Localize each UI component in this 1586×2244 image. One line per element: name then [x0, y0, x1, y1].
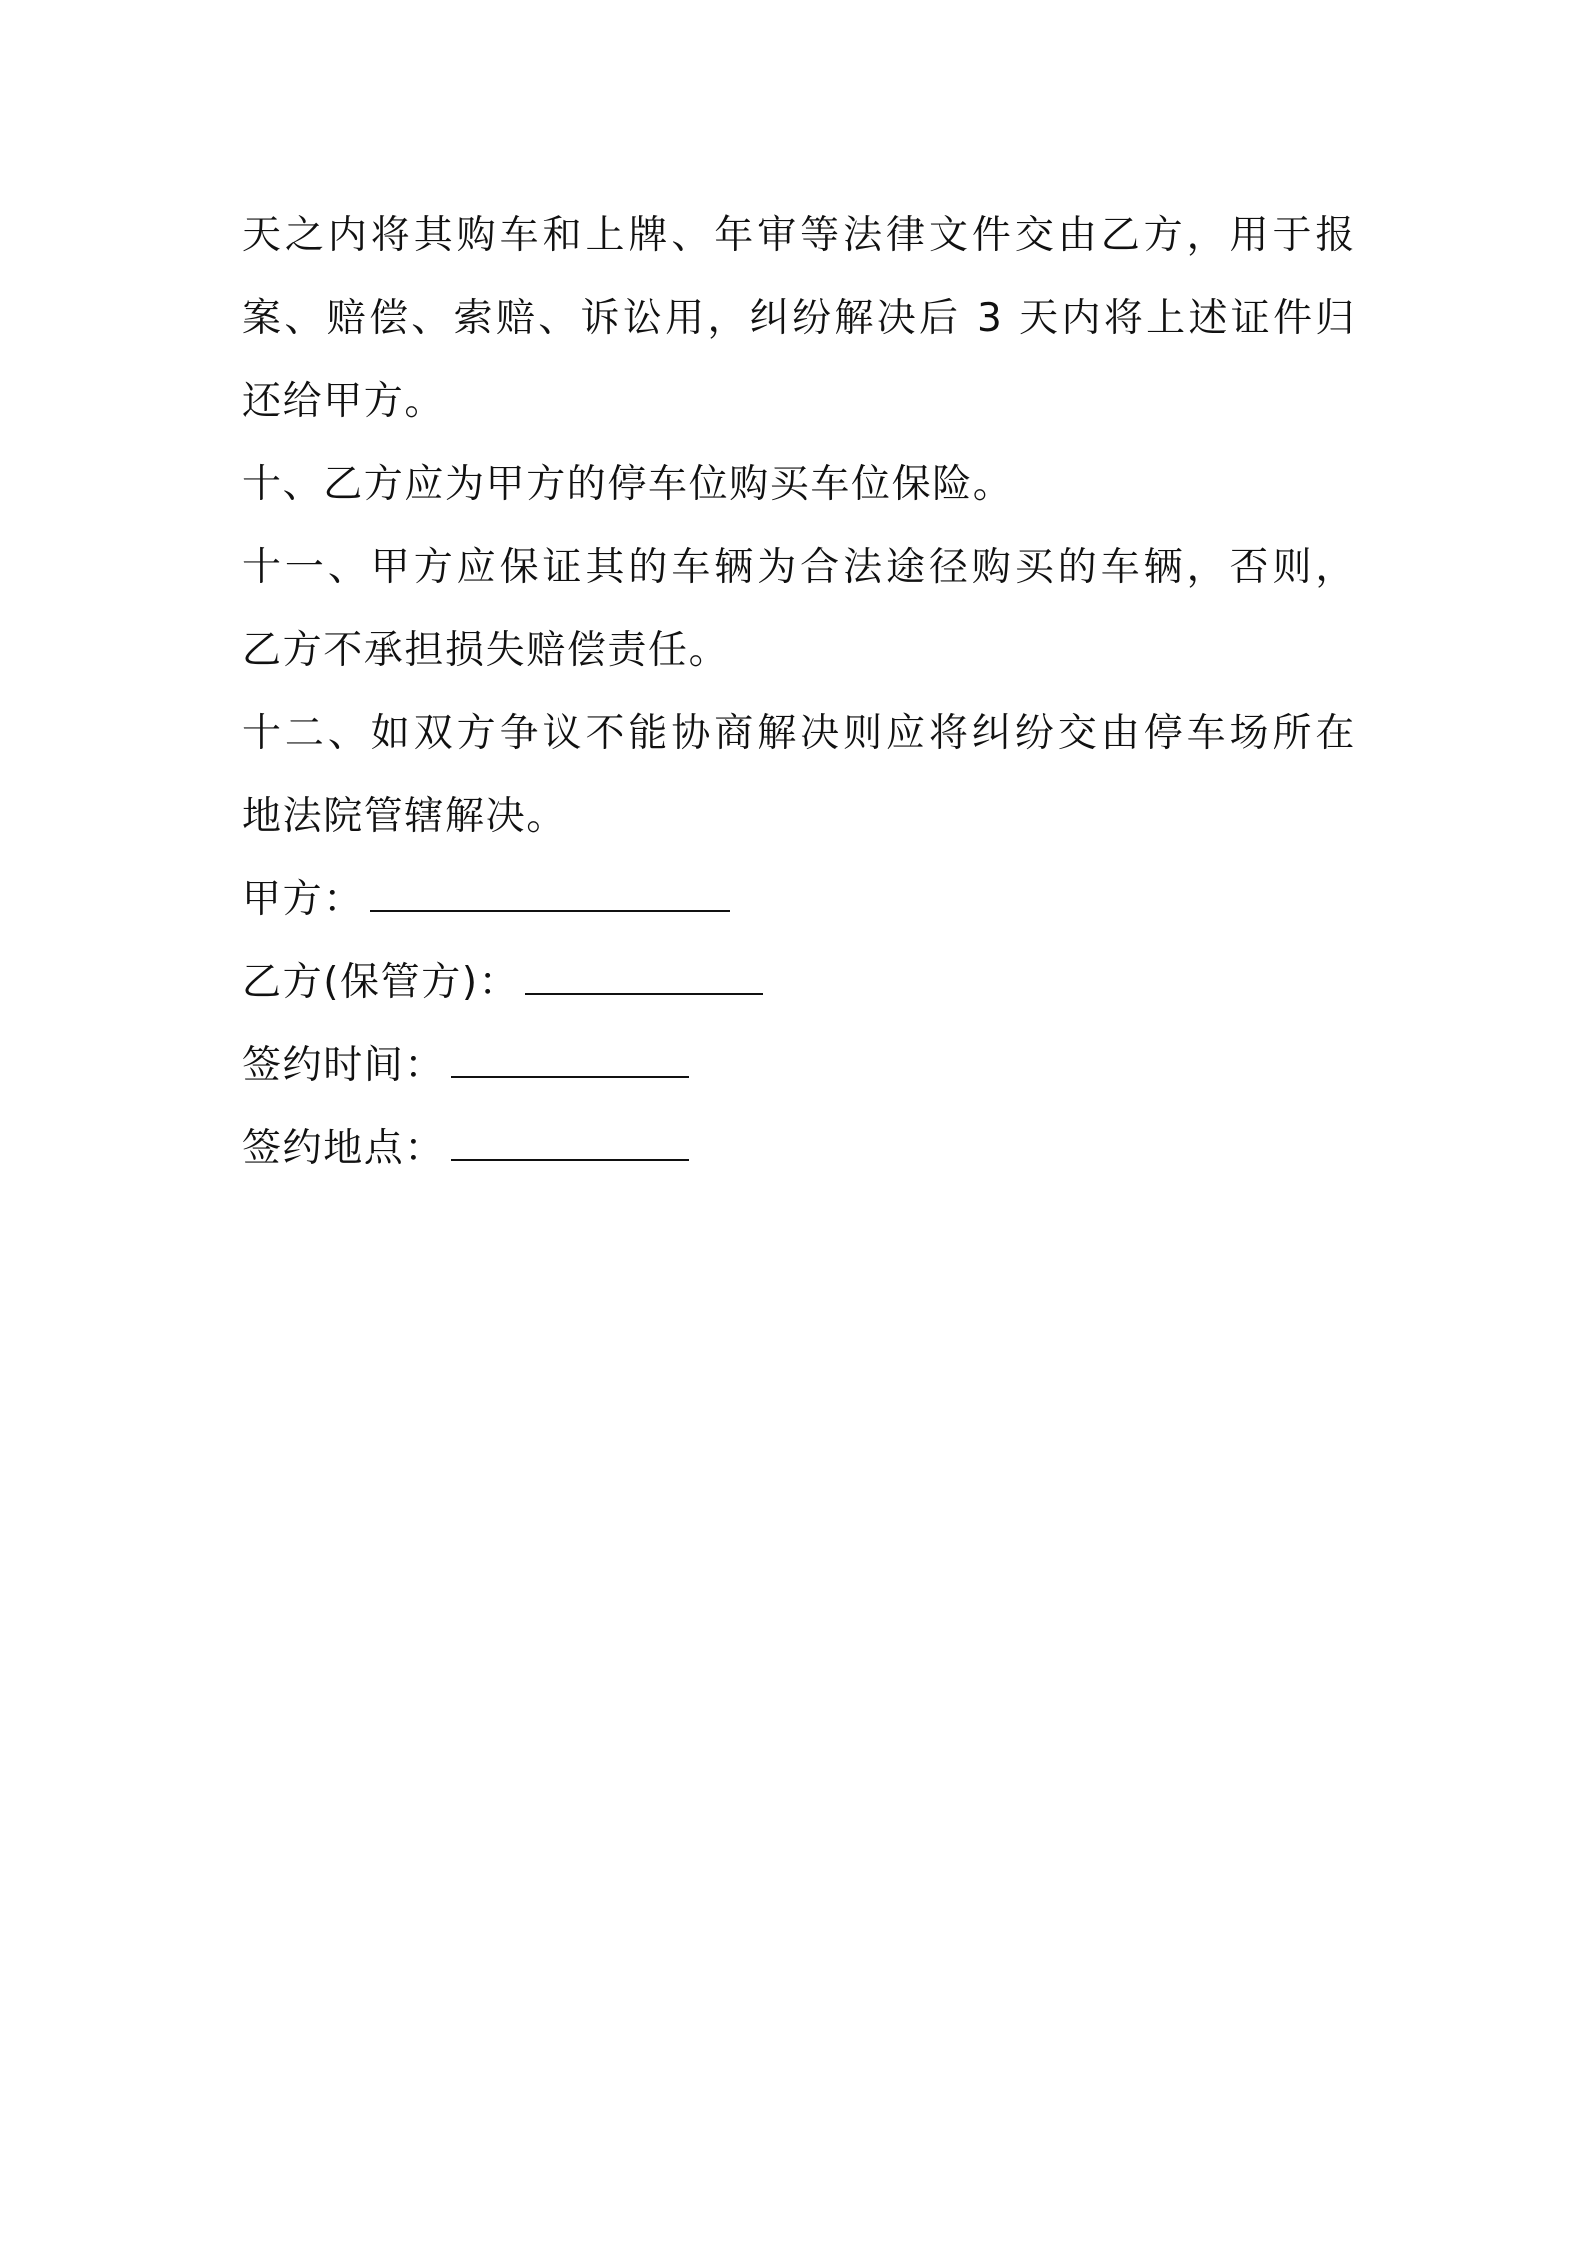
party-b-signature-row [242, 941, 1362, 1024]
clause-12-line: 十二、如双方争议不能协商解决则应将纠纷交由停车场所在 [242, 711, 1356, 756]
party-a-label: 甲方： [242, 877, 364, 922]
paragraph-line: 案、赔偿、索赔、诉讼用，纠纷解决后 3 天内将上述证件归 [242, 296, 1356, 341]
paragraph-line: 还给甲方。 [242, 379, 446, 424]
party-a-signature-blank[interactable] [370, 874, 730, 912]
sign-time-label: 签约时间： [242, 1043, 446, 1088]
sign-time-row [242, 1024, 1362, 1107]
paragraph-line: 天之内将其购车和上牌、年审等法律文件交由乙方，用于报 [242, 213, 1356, 258]
clause-12-line: 地法院管辖解决。 [242, 794, 567, 839]
sign-place-label: 签约地点： [242, 1126, 446, 1171]
party-b-signature-blank[interactable] [525, 957, 763, 995]
clause-11-line: 十一、甲方应保证其的车辆为合法途径购买的车辆，否则， [242, 545, 1356, 590]
document-body [242, 194, 1362, 1190]
sign-place-row [242, 1107, 1362, 1190]
clause-11-line: 乙方不承担损失赔偿责任。 [242, 628, 730, 673]
party-a-signature-row [242, 858, 1362, 941]
sign-time-blank[interactable] [451, 1040, 689, 1078]
party-b-label: 乙方(保管方)： [242, 960, 520, 1005]
clause-10: 十、乙方应为甲方的停车位购买车位保险。 [242, 462, 1014, 507]
sign-place-blank[interactable] [451, 1123, 689, 1161]
